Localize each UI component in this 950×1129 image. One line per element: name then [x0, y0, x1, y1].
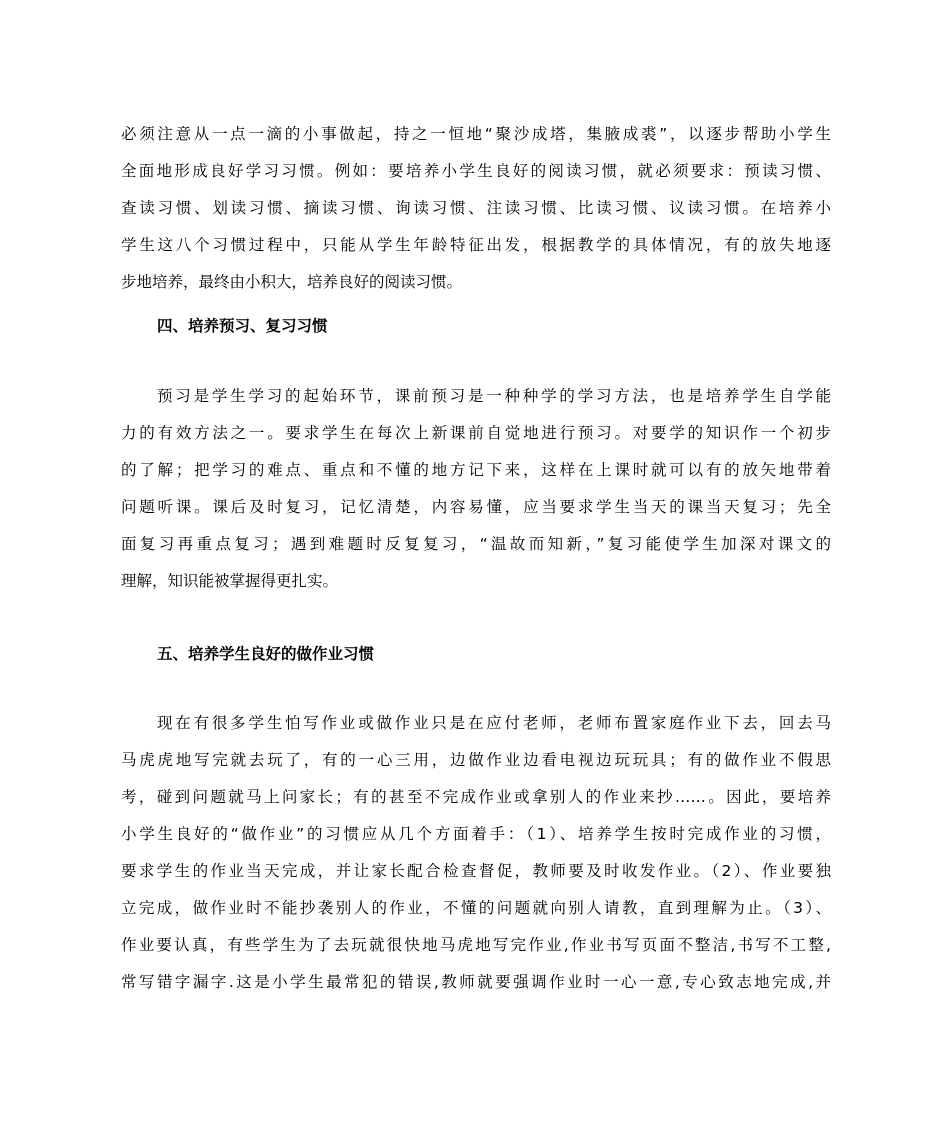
- text-line: 面复习再重点复习；遇到难题时反复复习，“温故而知新，”复习能使学生加深对课文的: [121, 535, 831, 553]
- text-line: 马虎虎地写完就去玩了，有的一心三用，边做作业边看电视边玩玩具；有的做作业不假思: [121, 751, 831, 769]
- text-line: 全面地形成良好学习习惯。例如：要培养小学生良好的阅读习惯，就必须要求：预读习惯、: [121, 162, 831, 180]
- text-line: 步地培养，最终由小积大，培养良好的阅读习惯。: [121, 273, 463, 291]
- text-line: 小学生良好的“做作业”的习惯应从几个方面着手：（1）、培养学生按时完成作业的习惯，: [121, 825, 831, 843]
- text-line: 常写错字漏字.这是小学生最常犯的错误,教师就要强调作业时一心一意,专心致志地完成,并: [121, 973, 831, 991]
- text-line: 立完成，做作业时不能抄袭别人的作业，不懂的问题就向别人请教，直到理解为止。（3）、: [121, 899, 831, 917]
- section-heading-preview-review: 四、培养预习、复习习惯: [157, 317, 328, 335]
- text-line: 现在有很多学生怕写作业或做作业只是在应付老师，老师布置家庭作业下去，回去马: [157, 714, 831, 732]
- text-line: 作业要认真，有些学生为了去玩就很快地马虎地写完作业,作业书写页面不整洁,书写不工整,: [121, 936, 831, 954]
- paragraph-homework: [121, 705, 831, 1001]
- section-heading-homework: 五、培养学生良好的做作业习惯: [157, 645, 375, 663]
- paragraph-preview-review: [121, 378, 831, 600]
- text-line: 必须注意从一点一滴的小事做起，持之一恒地“聚沙成塔，集腋成裘”，以逐步帮助小学生: [121, 125, 831, 143]
- text-line: 理解，知识能被掌握得更扎实。: [121, 572, 339, 590]
- text-line: 考，碰到问题就马上问家长；有的甚至不完成作业或拿别人的作业来抄……。因此，要培养: [121, 788, 831, 806]
- text-line: 的了解；把学习的难点、重点和不懂的地方记下来，这样在上课时就可以有的放矢地带着: [121, 461, 831, 479]
- text-line: 要求学生的作业当天完成，并让家长配合检查督促，教师要及时收发作业。（2）、作业要独: [121, 862, 831, 880]
- paragraph-habit-accumulation: [121, 116, 831, 301]
- text-line: 问题听课。课后及时复习，记忆清楚，内容易懂，应当要求学生当天的课当天复习；先全: [121, 498, 831, 516]
- text-line: 学生这八个习惯过程中，只能从学生年龄特征出发，根据教学的具体情况，有的放失地逐: [121, 236, 831, 254]
- text-line: 力的有效方法之一。要求学生在每次上新课前自觉地进行预习。对要学的知识作一个初步: [121, 424, 831, 442]
- text-line: 预习是学生学习的起始环节，课前预习是一种种学的学习方法，也是培养学生自学能: [157, 387, 831, 405]
- text-line: 查读习惯、划读习惯、摘读习惯、询读习惯、注读习惯、比读习惯、议读习惯。在培养小: [121, 199, 831, 217]
